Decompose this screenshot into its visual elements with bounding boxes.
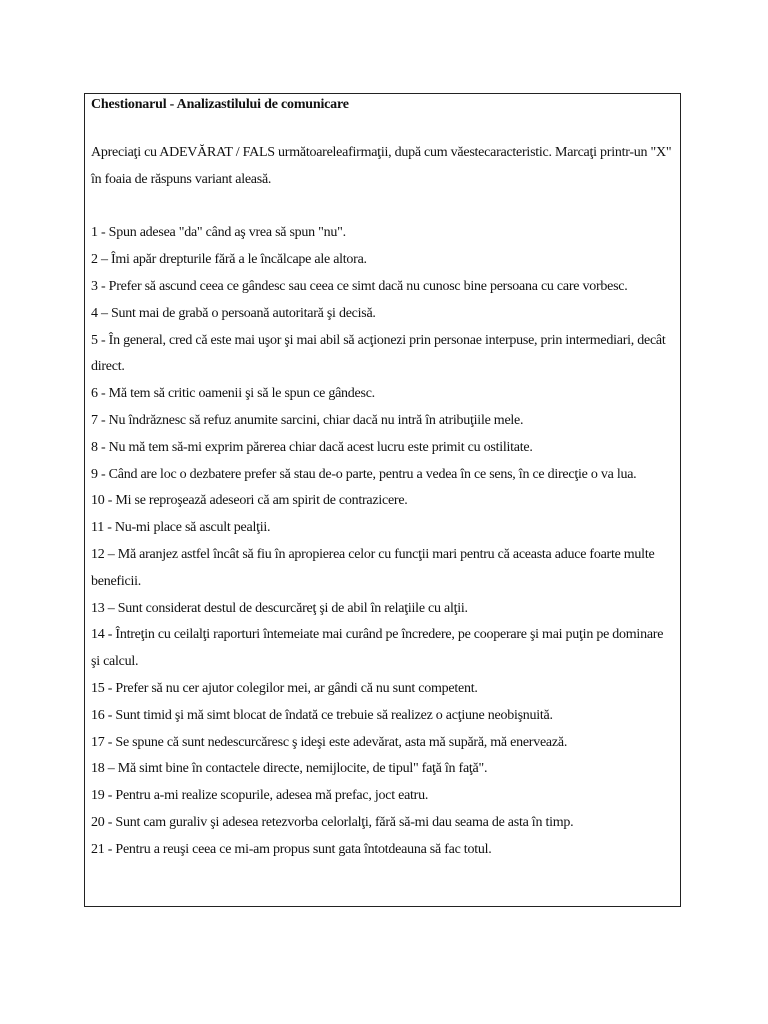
statement-item: 12 – Mă aranjez astfel încât să fiu în apropierea celor cu funcţii mari pentru că aceasta aduce foarte multe beneficii. [91,546,655,589]
statement-item: 16 - Sunt timid şi mă simt blocat de îndată ce trebuie să realizez o acţiune neobişnuită. [91,707,553,723]
statement-item: 21 - Pentru a reuşi ceea ce mi-am propus sunt gata întotdeauna să fac totul. [91,841,492,857]
statement-item: 3 - Prefer să ascund ceea ce gândesc sau ceea ce simt dacă nu cunosc bine persoana cu care vorbesc. [91,278,628,294]
statement-item: 1 - Spun adesea "da" când aş vrea să spun "nu". [91,225,346,241]
statement-item: 17 - Se spune că sunt nedescurcăresc ş ideşi este adevărat, asta mă supără, mă enervează. [91,734,568,750]
statements-list [91,220,674,863]
statement-item: 19 - Pentru a-mi realize scopurile, adesea mă prefac, joct eatru. [91,788,429,804]
questionnaire-box [84,93,681,907]
statement-item: 5 - În general, cred că este mai uşor şi mai abil să acţionezi prin personae interpuse, prin intermediari, decât direct. [91,332,666,375]
statement-item: 10 - Mi se reproşează adeseori că am spirit de contrazicere. [91,493,408,509]
statement-item: 2 – Îmi apăr drepturile fără a le încălcape ale altora. [91,252,367,268]
statement-item: 6 - Mă tem să critic oamenii şi să le spun ce gândesc. [91,386,375,402]
instructions-paragraph: Apreciaţi cu ADEVĂRAT / FALS următoareleafirmaţii, după cum văestecaracteristic. Marcaţi printr-un "X" în foaia de răspuns variant aleasă. [91,145,672,187]
statement-item: 9 - Când are loc o dezbatere prefer să stau de-o parte, pentru a vedea în ce sens, în ce direcţie o va lua. [91,466,637,482]
statement-item: 13 – Sunt considerat destul de descurcăreţ şi de abil în relaţiile cu alţii. [91,600,468,616]
statement-item: 8 - Nu mă tem să-mi exprim părerea chiar dacă acest lucru este primit cu ostilitate. [91,439,533,455]
statement-item: 15 - Prefer să nu cer ajutor colegilor mei, ar gândi că nu sunt competent. [91,680,478,696]
statement-item: 20 - Sunt cam guraliv şi adesea retezvorba celorlalţi, fără să-mi dau seama de asta în timp. [91,814,574,830]
statement-item: 4 – Sunt mai de grabă o persoană autoritară şi decisă. [91,305,376,321]
statement-item: 18 – Mă simt bine în contactele directe, nemijlocite, de tipul" faţă în faţă". [91,761,488,777]
document-title: Chestionarul - Analizastilului de comunicare [91,97,349,112]
statement-item: 14 - Întreţin cu ceilalţi raporturi întemeiate mai curând pe încredere, pe cooperare şi mai puţin pe dominare şi calcul. [91,627,664,670]
statement-item: 7 - Nu îndrăznesc să refuz anumite sarcini, chiar dacă nu intră în atribuţiile mele. [91,412,524,428]
statement-item: 11 - Nu-mi place să ascult pealţii. [91,520,271,536]
